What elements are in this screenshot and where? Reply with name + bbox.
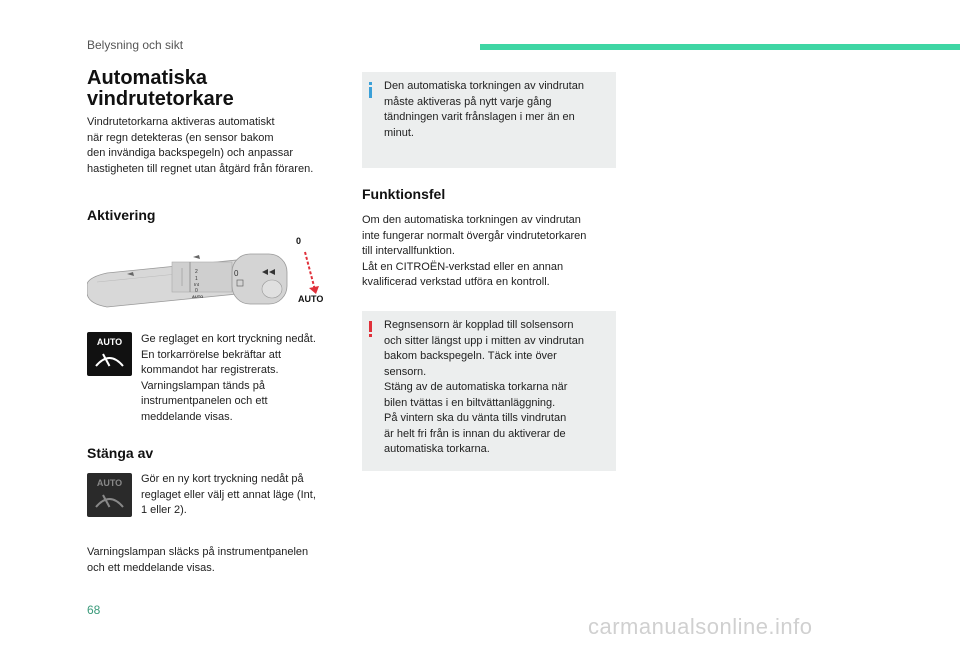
text-line: automatiska torkarna. [384, 443, 490, 455]
text-line: bakom backspegeln. Täck inte över [384, 350, 557, 362]
text-line: Ge reglaget en kort tryckning nedåt. [141, 333, 316, 345]
fault-text [362, 213, 622, 291]
text-line: Vindrutetorkarna aktiveras automatiskt [87, 116, 275, 128]
info-note [362, 72, 616, 168]
text-line: hastigheten till regnet utan åtgärd från föraren. [87, 162, 314, 175]
svg-text:Int: Int [194, 282, 200, 287]
off-text [141, 472, 341, 519]
intro-paragraph [87, 115, 347, 177]
text-line: bilen tvättas i en biltvättanläggning. [384, 396, 556, 409]
page-title [87, 68, 347, 110]
text-line: inte fungerar normalt övergår vindrutetorkaren [362, 229, 587, 242]
text-line: när regn detekteras (en sensor bakom [87, 131, 274, 144]
text-line: meddelande visas. [141, 410, 233, 423]
svg-text:0: 0 [234, 269, 239, 278]
text-line: kommandot har registrerats. [141, 364, 279, 376]
wiper-icon [193, 255, 200, 259]
text-line: Stäng av de automatiska torkarna när [384, 381, 568, 393]
text-line: till intervallfunktion. [362, 245, 455, 257]
svg-text:0: 0 [296, 236, 302, 246]
text-line: En torkarrörelse bekräftar att [141, 348, 282, 361]
down-arrow-icon [305, 252, 315, 290]
text-line: och ett meddelande visas. [87, 561, 215, 574]
text-line: Gör en ny kort tryckning nedåt på [141, 473, 304, 485]
text-line: Regnsensorn är kopplad till solsensorn [384, 319, 574, 331]
warning-icon [369, 321, 372, 337]
svg-text:2: 2 [195, 269, 198, 275]
warning-note [362, 311, 616, 471]
text-line: Varningslampan släcks på instrumentpanelen [87, 546, 309, 558]
text-line: instrumentpanelen och ett [141, 395, 268, 407]
text-line: Låt en CITROËN-verkstad eller en annan [362, 260, 564, 273]
auto-wiper-warning-lamp-off [87, 473, 132, 517]
text-line: den invändiga backspegeln) och anpassar [87, 147, 294, 159]
page-number: 68 [87, 603, 101, 617]
text-line: Om den automatiska torkningen av vindrutan [362, 214, 581, 226]
text-line: kvalificerad verkstad utföra en kontroll. [362, 276, 550, 288]
text-line: 1 eller 2). [141, 504, 187, 516]
wiper-lever-illustration [87, 232, 332, 325]
svg-text:1: 1 [195, 276, 198, 282]
text-line: På vintern ska du vänta tills vindrutan [384, 412, 567, 424]
section-title: Belysning och sikt [87, 38, 184, 52]
closing-text [87, 545, 357, 576]
auto-wiper-warning-lamp-on [87, 332, 132, 376]
svg-text:AUTO: AUTO [96, 478, 123, 488]
title-line: vindrutetorkare [87, 88, 234, 110]
activation-heading: Aktivering [87, 207, 156, 223]
svg-text:AUTO: AUTO [298, 294, 324, 304]
fault-heading: Funktionsfel [362, 186, 446, 202]
svg-text:AUTO: AUTO [192, 294, 204, 299]
activation-text [141, 332, 341, 425]
off-heading: Stänga av [87, 445, 154, 461]
text-line: är helt fri från is innan du aktiverar de [384, 427, 566, 440]
title-line: Automatiska [87, 67, 208, 89]
text-line: och sitter längst upp i mitten av vindrutan [384, 334, 584, 347]
svg-text:AUTO: AUTO [96, 337, 123, 347]
text-line: tändningen varit frånslagen i mer än en [384, 111, 575, 123]
svg-text:0: 0 [195, 288, 198, 294]
text-line: sensorn. [384, 365, 427, 378]
watermark: carmanualsonline.info [588, 614, 813, 639]
header-accent-bar [480, 44, 960, 50]
text-line: reglaget eller välj ett annat läge (Int, [141, 488, 316, 501]
text-line: Den automatiska torkningen av vindrutan [384, 80, 584, 92]
text-line: måste aktiveras på nytt varje gång [384, 95, 552, 108]
text-line: minut. [384, 126, 414, 139]
text-line: Varningslampan tänds på [141, 379, 265, 392]
info-icon [369, 82, 372, 98]
